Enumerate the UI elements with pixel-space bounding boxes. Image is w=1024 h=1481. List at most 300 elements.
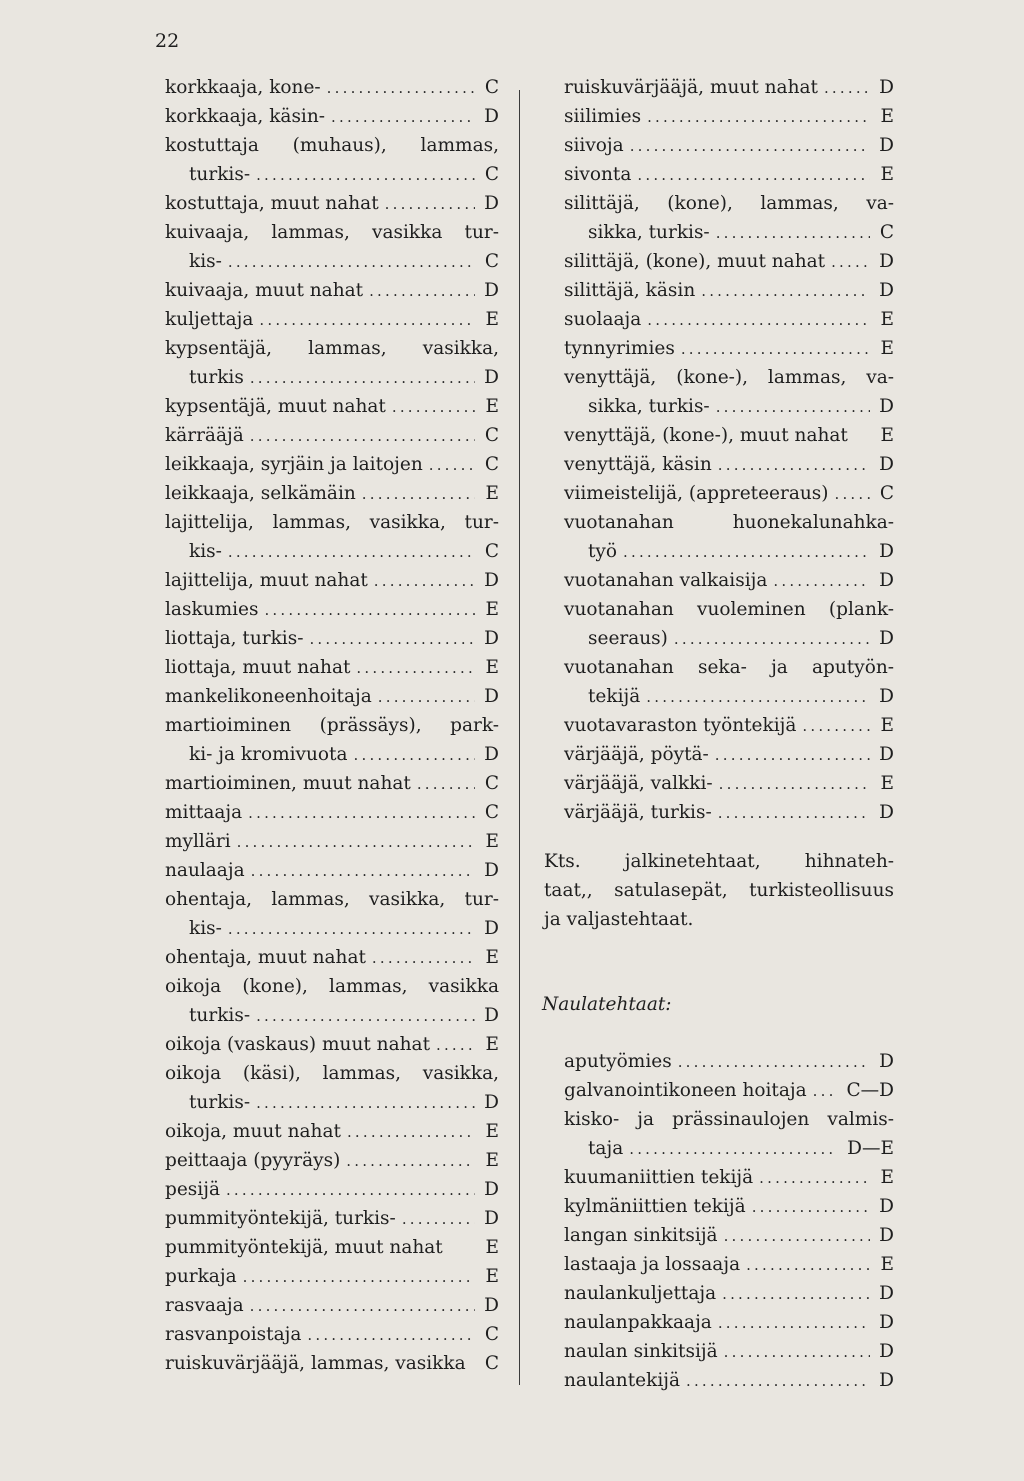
entry-term: turkis- [189, 1005, 251, 1026]
dot-leader [724, 1338, 870, 1367]
entry-code: D [484, 1295, 499, 1316]
index-entry [165, 479, 499, 508]
entry-code: D [879, 1225, 894, 1246]
entry-term: turkis- [189, 164, 251, 185]
entry-term: oikoja, muut nahat [165, 1121, 341, 1142]
index-entry [564, 392, 894, 421]
dot-leader [356, 654, 475, 683]
entry-code: C [879, 222, 894, 243]
index-entry [165, 537, 499, 566]
entry-term: viimeistelijä, (appreteeraus) [564, 483, 829, 504]
entry-term: oikoja (kone), lammas, vasikka [165, 976, 499, 997]
entry-code: D [879, 802, 894, 823]
entry-term: leikkaaja, syrjäin ja laitojen [165, 454, 423, 475]
dot-leader [802, 712, 870, 741]
dot-leader [372, 944, 475, 973]
index-entry [564, 479, 894, 508]
entry-term: taja [588, 1138, 624, 1159]
dot-leader [228, 248, 475, 277]
index-entry [165, 740, 499, 769]
entry-term: oikoja (käsi), lammas, vasikka, [165, 1063, 499, 1084]
dot-leader [630, 132, 870, 161]
entry-term: sivonta [564, 164, 632, 185]
index-entry [564, 508, 894, 537]
dot-leader [773, 567, 870, 596]
entry-code: D [879, 135, 894, 156]
entry-code: D [484, 918, 499, 939]
index-entry [564, 218, 894, 247]
entry-code: D [484, 106, 499, 127]
entry-term: sikka, turkis- [588, 222, 710, 243]
index-entry [165, 972, 499, 1001]
right-column [542, 73, 894, 1395]
index-entry [564, 1366, 894, 1395]
index-entry [165, 566, 499, 595]
index-entry [564, 1250, 894, 1279]
dot-leader [327, 74, 475, 103]
entry-code: E [880, 773, 894, 794]
index-entry [564, 1308, 894, 1337]
entry-term: kärrääjä [165, 425, 244, 446]
entry-term: galvanointikoneen hoitaja [564, 1080, 807, 1101]
entry-code: D [879, 280, 894, 301]
entry-term: kylmäniittien tekijä [564, 1196, 746, 1217]
entry-term: silittäjä, (kone), muut nahat [564, 251, 826, 272]
dot-leader [813, 1077, 832, 1106]
note-line: ja valjastehtaat. [544, 909, 694, 930]
index-entry [564, 740, 894, 769]
index-entry [165, 1146, 499, 1175]
index-entry [564, 363, 894, 392]
entry-code: D [484, 193, 499, 214]
dot-leader [718, 799, 870, 828]
entry-term: kostuttaja, muut nahat [165, 193, 379, 214]
index-entry [564, 160, 894, 189]
dot-leader [346, 1147, 475, 1176]
entry-term: korkkaaja, käsin- [165, 106, 326, 127]
dot-leader [724, 1222, 870, 1251]
entry-term: värjääjä, turkis- [564, 802, 712, 823]
index-entry [564, 1163, 894, 1192]
index-entry [165, 421, 499, 450]
entry-code: D [879, 541, 894, 562]
index-entry [564, 566, 894, 595]
entry-term: naulaaja [165, 860, 245, 881]
entry-term: kis- [189, 918, 222, 939]
index-entry [165, 595, 499, 624]
entry-code: C [484, 541, 499, 562]
entry-term: laskumies [165, 599, 259, 620]
entry-code: E [485, 1034, 499, 1055]
entry-term: martioiminen, muut nahat [165, 773, 411, 794]
index-entry [564, 102, 894, 131]
dot-leader [629, 1135, 832, 1164]
entry-code: E [880, 715, 894, 736]
index-entry [165, 276, 499, 305]
entry-code: D [879, 1312, 894, 1333]
entry-code: D [484, 744, 499, 765]
dot-leader [719, 770, 870, 799]
entry-term: värjääjä, pöytä- [564, 744, 709, 765]
entry-term: turkis- [189, 1092, 251, 1113]
entry-term: mittaaja [165, 802, 243, 823]
dot-leader [256, 161, 475, 190]
entry-code: C—D [846, 1080, 894, 1101]
entry-code: D [484, 1208, 499, 1229]
dot-leader [716, 393, 870, 422]
dot-leader [686, 1367, 870, 1396]
entry-code: D [879, 1051, 894, 1072]
index-entry [165, 247, 499, 276]
index-entry [564, 624, 894, 653]
index-entry [564, 537, 894, 566]
dot-leader [637, 161, 870, 190]
entry-code: E [485, 599, 499, 620]
entry-term: peittaaja (pyyräys) [165, 1150, 341, 1171]
entry-term: korkkaaja, kone- [165, 77, 321, 98]
entry-term: purkaja [165, 1266, 237, 1287]
index-entry [564, 798, 894, 827]
index-entry [165, 711, 499, 740]
dot-leader [681, 335, 870, 364]
entry-term: ki- ja kromivuota [189, 744, 348, 765]
entry-term: suolaaja [564, 309, 642, 330]
entry-term: venyttäjä, (kone-), muut nahat [564, 425, 848, 446]
index-entry [564, 305, 894, 334]
index-entry [165, 1059, 499, 1088]
index-entry [165, 1320, 499, 1349]
dot-leader [331, 103, 475, 132]
entry-code: E [485, 1121, 499, 1142]
entry-term: vuotanahan vuoleminen (plank- [564, 599, 894, 620]
index-entry [165, 1117, 499, 1146]
dot-leader [759, 1164, 870, 1193]
entry-code: E [485, 1237, 499, 1258]
index-entry [165, 1262, 499, 1291]
index-entry [165, 1175, 499, 1204]
entry-term: naulan sinkitsijä [564, 1341, 718, 1362]
entry-term: värjääjä, valkki- [564, 773, 713, 794]
entry-term: naulankuljettaja [564, 1283, 717, 1304]
entry-term: vuotavaraston työntekijä [564, 715, 797, 736]
index-entry [564, 276, 894, 305]
index-entry [165, 1001, 499, 1030]
index-entry [165, 827, 499, 856]
section-heading: Naulatehtaat: [542, 994, 672, 1015]
entry-term: lastaaja ja lossaaja [564, 1254, 741, 1275]
entry-term: tynnyrimies [564, 338, 675, 359]
entry-code: E [880, 1254, 894, 1275]
index-entry [165, 1204, 499, 1233]
entry-term: ruiskuvärjääjä, lammas, vasikka [165, 1353, 466, 1374]
entry-term: vuotanahan seka- ja aputyön- [564, 657, 894, 678]
entry-term: mylläri [165, 831, 231, 852]
section-entries [564, 1047, 894, 1395]
dot-leader [715, 741, 870, 770]
entry-code: E [485, 831, 499, 852]
entry-term: pummityöntekijä, muut nahat [165, 1237, 443, 1258]
entry-code: D [484, 367, 499, 388]
dot-leader [243, 1263, 475, 1292]
dot-leader [309, 625, 475, 654]
index-entry [165, 653, 499, 682]
entry-term: kuivaaja, lammas, vasikka tur- [165, 222, 499, 243]
entry-code: D [879, 628, 894, 649]
index-entry [564, 653, 894, 682]
dot-leader [718, 1309, 870, 1338]
index-entry [165, 1291, 499, 1320]
dot-leader [237, 828, 475, 857]
entry-term: liottaja, muut nahat [165, 657, 351, 678]
dot-leader [347, 1118, 475, 1147]
entry-term: mankelikoneenhoitaja [165, 686, 372, 707]
index-entry [564, 1105, 894, 1134]
entry-term: siivoja [564, 135, 624, 156]
index-entry [165, 1030, 499, 1059]
dot-leader [647, 306, 870, 335]
index-entry [165, 305, 499, 334]
left-column [165, 73, 499, 1378]
dot-leader [248, 799, 475, 828]
entry-code: E [485, 1266, 499, 1287]
dot-leader [354, 741, 475, 770]
index-entry [165, 508, 499, 537]
entry-term: pummityöntekijä, turkis- [165, 1208, 396, 1229]
index-entry [564, 421, 894, 450]
entry-term: naulanpakkaaja [564, 1312, 712, 1333]
entry-term: kis- [189, 541, 222, 562]
index-entry [564, 1047, 894, 1076]
entry-code: D [879, 1341, 894, 1362]
entry-code: D [879, 396, 894, 417]
entry-code: D [879, 1283, 894, 1304]
entry-term: vuotanahan huonekalunahka- [564, 512, 894, 533]
entry-code: E [880, 338, 894, 359]
entry-code: D [484, 1092, 499, 1113]
entry-code: E [485, 483, 499, 504]
entry-term: turkis [189, 367, 244, 388]
entry-term: vuotanahan valkaisija [564, 570, 768, 591]
see-also-note [544, 847, 894, 934]
entry-term: naulantekijä [564, 1370, 680, 1391]
entry-code: C [484, 802, 499, 823]
index-entry [564, 1192, 894, 1221]
entry-term: martioiminen (prässäys), park- [165, 715, 499, 736]
dot-leader [623, 538, 870, 567]
dot-leader [228, 915, 475, 944]
entry-term: työ [588, 541, 618, 562]
entry-code: C [484, 164, 499, 185]
index-entry [165, 218, 499, 247]
entry-code: D [484, 1179, 499, 1200]
note-line: Kts. jalkinetehtaat, hihnateh- [544, 851, 894, 872]
entry-code: D [879, 251, 894, 272]
entry-code: E [880, 106, 894, 127]
entry-term: venyttäjä, (kone-), lammas, va- [564, 367, 894, 388]
entry-term: silittäjä, käsin [564, 280, 696, 301]
index-entry [165, 73, 499, 102]
dot-leader [374, 567, 475, 596]
page-number: 22 [155, 30, 180, 52]
dot-leader [722, 1280, 870, 1309]
dot-leader [250, 422, 475, 451]
dot-leader [718, 451, 870, 480]
entry-term: kuivaaja, muut nahat [165, 280, 364, 301]
dot-leader [678, 1048, 870, 1077]
index-entry [564, 1076, 894, 1105]
index-entry [165, 160, 499, 189]
entry-code: C [484, 251, 499, 272]
entry-code: C [484, 773, 499, 794]
entry-code: D [879, 1196, 894, 1217]
entry-code: C [484, 1353, 499, 1374]
dot-leader [436, 1031, 475, 1060]
entry-code: D [879, 77, 894, 98]
entry-term: venyttäjä, käsin [564, 454, 712, 475]
entry-term: rasvanpoistaja [165, 1324, 302, 1345]
dot-leader [307, 1321, 475, 1350]
dot-leader [256, 1089, 475, 1118]
entry-code: C [484, 77, 499, 98]
entry-term: langan sinkitsijä [564, 1225, 718, 1246]
entry-term: lajittelija, lammas, vasikka, tur- [165, 512, 499, 533]
entry-term: siilimies [564, 106, 642, 127]
dot-leader [746, 1251, 870, 1280]
dot-leader [226, 1176, 475, 1205]
index-entry [165, 798, 499, 827]
entry-term: liottaja, turkis- [165, 628, 304, 649]
dot-leader [402, 1205, 475, 1234]
right-entries [564, 73, 894, 827]
entry-term: leikkaaja, selkämäin [165, 483, 356, 504]
index-entry [564, 1337, 894, 1366]
dot-leader [378, 683, 475, 712]
note-line: taat,, satulasepät, turkisteollisuus [544, 880, 894, 901]
index-entry [564, 1221, 894, 1250]
index-entry [165, 885, 499, 914]
entry-code: C [484, 1324, 499, 1345]
dot-leader [824, 74, 870, 103]
entry-code: D [879, 686, 894, 707]
dot-leader [647, 103, 870, 132]
entry-code: E [880, 1167, 894, 1188]
index-entry [165, 914, 499, 943]
entry-code: D [879, 744, 894, 765]
entry-code: D—E [847, 1138, 894, 1159]
index-entry [564, 131, 894, 160]
index-entry [165, 450, 499, 479]
entry-term: kuumaniittien tekijä [564, 1167, 754, 1188]
dot-leader [674, 625, 870, 654]
index-entry [564, 334, 894, 363]
dot-leader [362, 480, 475, 509]
index-entry [165, 1088, 499, 1117]
entry-code: D [484, 686, 499, 707]
entry-code: D [484, 280, 499, 301]
index-entry [165, 1233, 499, 1262]
entry-term: aputyömies [564, 1051, 672, 1072]
entry-term: pesijä [165, 1179, 220, 1200]
entry-term: rasvaaja [165, 1295, 244, 1316]
dot-leader [259, 306, 475, 335]
entry-term: lajittelija, muut nahat [165, 570, 368, 591]
index-entry [564, 247, 894, 276]
index-entry [165, 189, 499, 218]
entry-code: E [880, 309, 894, 330]
index-entry [165, 943, 499, 972]
entry-code: E [485, 1150, 499, 1171]
entry-code: D [879, 570, 894, 591]
entry-term: kypsentäjä, lammas, vasikka, [165, 338, 499, 359]
index-entry [165, 1349, 499, 1378]
dot-leader [251, 857, 475, 886]
dot-leader [250, 364, 475, 393]
entry-term: kis- [189, 251, 222, 272]
dot-leader [369, 277, 475, 306]
entry-term: ohentaja, muut nahat [165, 947, 366, 968]
index-entry [165, 334, 499, 363]
dot-leader [228, 538, 475, 567]
index-entry [165, 624, 499, 653]
dot-leader [385, 190, 475, 219]
entry-code: C [484, 425, 499, 446]
entry-term: kostuttaja (muhaus), lammas, [165, 135, 499, 156]
dot-leader [417, 770, 475, 799]
entry-code: D [484, 1005, 499, 1026]
index-entry [165, 363, 499, 392]
entry-code: E [485, 947, 499, 968]
index-entry [165, 856, 499, 885]
entry-code: E [880, 425, 894, 446]
entry-term: tekijä [588, 686, 641, 707]
index-entry [165, 392, 499, 421]
index-entry [564, 595, 894, 624]
entry-code: C [879, 483, 894, 504]
entry-term: oikoja (vaskaus) muut nahat [165, 1034, 430, 1055]
index-entry [564, 682, 894, 711]
entry-code: E [485, 309, 499, 330]
dot-leader [701, 277, 870, 306]
entry-term: kisko- ja prässinaulojen valmis- [564, 1109, 894, 1130]
entry-code: E [485, 396, 499, 417]
dot-leader [264, 596, 475, 625]
index-entry [564, 73, 894, 102]
dot-leader [250, 1292, 475, 1321]
entry-code: D [879, 1370, 894, 1391]
index-entry [564, 450, 894, 479]
dot-leader [256, 1002, 475, 1031]
entry-term: kuljettaja [165, 309, 254, 330]
index-entry [564, 1134, 894, 1163]
entry-term: ohentaja, lammas, vasikka, tur- [165, 889, 499, 910]
entry-code: E [880, 164, 894, 185]
index-entry [564, 711, 894, 740]
entry-term: silittäjä, (kone), lammas, va- [564, 193, 894, 214]
entry-code: E [485, 657, 499, 678]
entry-code: D [484, 860, 499, 881]
dot-leader [392, 393, 475, 422]
dot-leader [752, 1193, 870, 1222]
entry-term: kypsentäjä, muut nahat [165, 396, 386, 417]
index-entry [165, 102, 499, 131]
index-entry [564, 1279, 894, 1308]
index-entry [165, 131, 499, 160]
index-entry [564, 189, 894, 218]
index-entry [165, 769, 499, 798]
dot-leader [834, 480, 870, 509]
index-entry [564, 769, 894, 798]
entry-code: D [484, 570, 499, 591]
